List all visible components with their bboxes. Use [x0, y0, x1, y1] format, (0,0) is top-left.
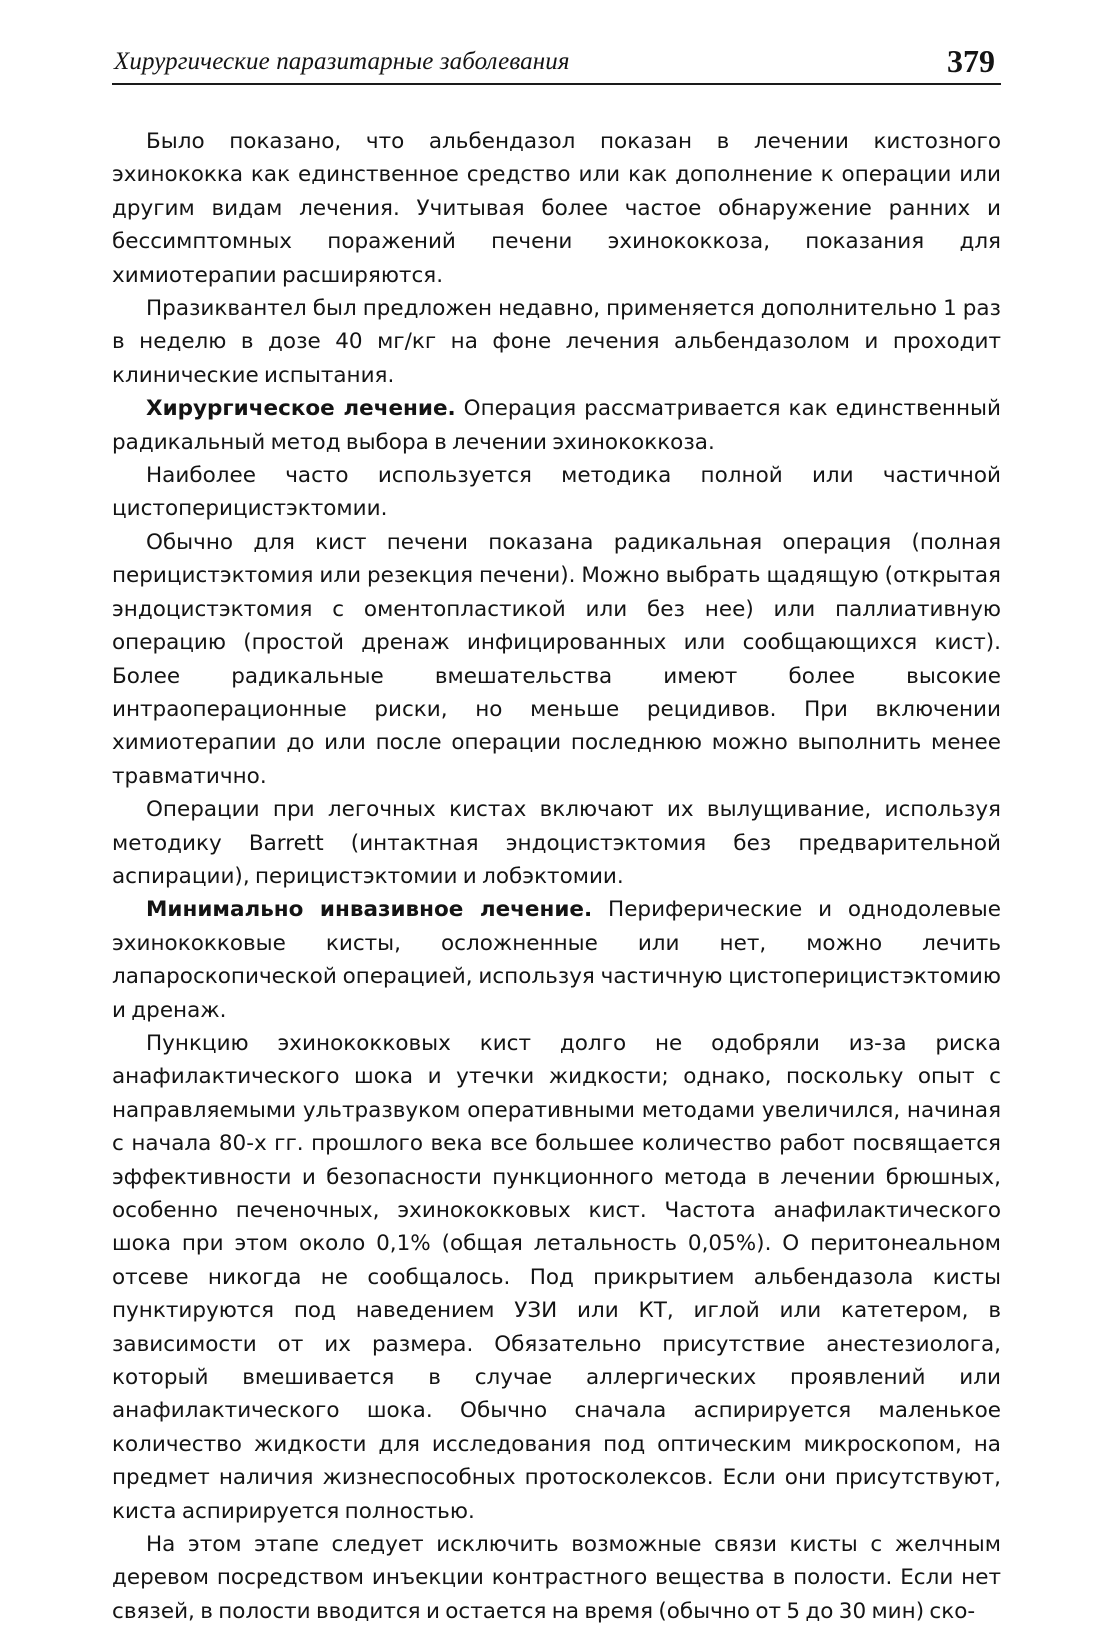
section-heading-surgical: Хирургическое лечение. — [146, 396, 456, 422]
paragraph-minimally-invasive-text: Периферические и однодолевые эхинококковые кисты, осложненные или нет, можно лечить лапароскопической операцией, используя частичную цистоперицистэктомию и дренаж. — [112, 897, 1001, 1023]
paragraph-surgical-treatment — [112, 392, 1001, 459]
section-heading-minimally-invasive: Минимально инвазивное лечение. — [146, 897, 593, 923]
running-head — [112, 38, 1001, 82]
paragraph-minimally-invasive — [112, 893, 1001, 1027]
paragraph-lung-cysts: Операции при легочных кистах включают их вылущивание, используя методику Barrett (интактная эндоцистэктомия без предварительной аспирации), перицистэктомии и лобэктомии. — [112, 797, 1001, 889]
paragraph-biliary-check: На этом этапе следует исключить возможные связи кисты с желчным деревом посредством инъекции контрастного вещества в полости. Если нет связей, в полости вводится и остается на время (обычно от 5 до 30 мин) ско- — [112, 1532, 1001, 1624]
paragraph-cystopericystectomy: Наиболее часто используется методика полной или частичной цистоперицистэктомии. — [112, 463, 1001, 522]
header-rule — [112, 83, 1001, 85]
body-text — [112, 125, 1001, 1628]
paragraph-puncture: Пункцию эхинококковых кист долго не одобряли из-за риска анафилактического шока и утечки жидкости; однако, поскольку опыт с направляемыми ультразвуком оперативными методами увеличился, начиная с начала 80-х гг. прошлого века все большее количество работ посвящается эффективности и безопасности пункционного метода в лечении брюшных, особенно печеночных, эхинококковых кист. Частота анафилактического шока при этом около 0,1% (общая летальность 0,05%). О перитонеальном отсеве никогда не сообщалось. Под прикрытием альбендазола кисты пунктируются под наведением УЗИ или КТ, иглой или катетером, в зависимости от их размера. Обязательно присутствие анестезиолога, который вмешивается в случае аллергических проявлений или анафилактического шока. Обычно сначала аспирируется маленькое количество жидкости для исследования под оптическим микроскопом, на предмет наличия жизнеспособных протосколексов. Если они присутствуют, киста аспирируется полностью. — [112, 1030, 1001, 1524]
running-title: Хирургические паразитарные заболевания — [114, 48, 570, 75]
paragraph-surgical-text: Операция рассматривается как единственный радикальный метод выбора в лечении эхинококкоза. — [112, 396, 1001, 455]
page-number: 379 — [947, 43, 995, 79]
paragraph-praziquantel: Празиквантел был предложен недавно, применяется дополнительно 1 раз в неделю в дозе 40 мг/кг на фоне лечения альбендазолом и проходит клинические испытания. — [112, 296, 1001, 388]
paragraph-albendazole: Было показано, что альбендазол показан в лечении кистозного эхинококка как единственное средство или как дополнение к операции или другим видам лечения. Учитывая более частое обнаружение ранних и бессимптомных поражений печени эхинококкоза, показания для химиотерапии расширяются. — [112, 129, 1001, 288]
paragraph-liver-cysts: Обычно для кист печени показана радикальная операция (полная перицистэктомия или резекция печени). Можно выбрать щадящую (открытая эндоцистэктомия с оментопластикой или без нее) или паллиативную операцию (простой дренаж инфицированных или сообщающихся кист). Более радикальные вмешательства имеют более высокие интраоперационные риски, но меньше рецидивов. При включении химиотерапии до или после операции последнюю можно выполнить менее травматично. — [112, 529, 1001, 789]
